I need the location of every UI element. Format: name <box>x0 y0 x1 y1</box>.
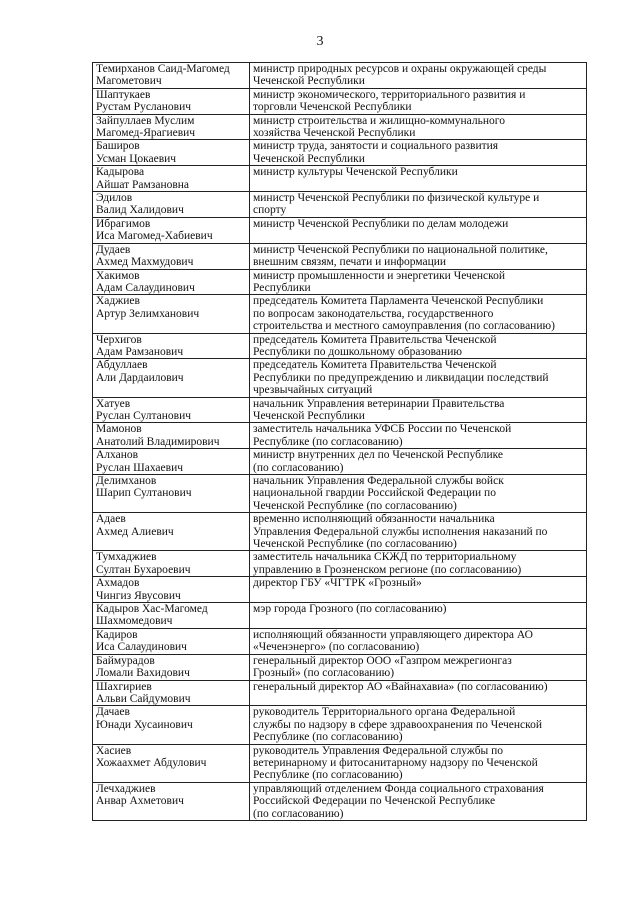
member-name-cell <box>93 166 250 192</box>
member-name-cell <box>93 114 250 140</box>
table-row <box>93 295 587 333</box>
member-position-line: Республике (по согласованию) <box>253 731 403 744</box>
member-name-line: Султан Бухароевич <box>96 563 191 576</box>
member-position-cell <box>250 217 587 243</box>
member-name-cell <box>93 551 250 577</box>
member-position-cell <box>250 513 587 551</box>
member-position-line: Чеченской Республики <box>253 75 365 88</box>
member-position-line: по вопросам законодательства, государственного <box>253 307 494 320</box>
member-position-cell <box>250 359 587 397</box>
member-position-line: министр строительства и жилищно-коммунального <box>253 114 505 127</box>
table-row <box>93 192 587 218</box>
member-position-cell <box>250 269 587 295</box>
member-name-line: Кадыров Хас-Магомед <box>96 603 208 616</box>
table-row <box>93 114 587 140</box>
member-position-line: министр культуры Чеченской Республики <box>253 166 458 179</box>
member-name-cell <box>93 295 250 333</box>
member-position-line: председатель Комитета Парламента Чеченской Республики <box>253 295 544 308</box>
member-name-line: Адам Салаудинович <box>96 281 195 294</box>
member-position-line: министр экономического, территориального развития и <box>253 88 526 101</box>
member-name-line: Ахмед Махмудович <box>96 256 194 269</box>
member-position-cell <box>250 577 587 603</box>
member-name-line: Альви Сайдумович <box>96 692 191 705</box>
member-name-line: Абдуллаев <box>96 359 148 372</box>
member-position-cell <box>250 397 587 423</box>
member-name-line: Черхигов <box>96 333 142 346</box>
table-row <box>93 333 587 359</box>
table-row <box>93 654 587 680</box>
member-name-line: Анатолий Владимирович <box>96 435 220 448</box>
table-row <box>93 423 587 449</box>
member-position-cell <box>250 628 587 654</box>
member-name-line: Хатуев <box>96 397 131 410</box>
member-position-line: начальник Управления ветеринарии Правительства <box>253 397 505 410</box>
table-row <box>93 217 587 243</box>
member-name-line: Баширов <box>96 140 140 153</box>
table-row <box>93 475 587 513</box>
member-name-line: Ахмадов <box>96 577 140 590</box>
member-position-cell <box>250 333 587 359</box>
member-position-cell <box>250 654 587 680</box>
member-position-line: «Чеченэнерго» (по согласованию) <box>253 641 420 654</box>
member-name-line: Кадырова <box>96 166 145 179</box>
table-row <box>93 359 587 397</box>
member-position-cell <box>250 192 587 218</box>
member-position-cell <box>250 88 587 114</box>
member-position-line: управлению в Грозненском регионе (по согласованию) <box>253 563 522 576</box>
member-position-line: национальной гвардии Российской Федерации по <box>253 487 496 500</box>
member-position-line: Грозный» (по согласованию) <box>253 667 395 680</box>
member-name-line: Шаптукаев <box>96 88 151 101</box>
member-name-cell <box>93 654 250 680</box>
member-name-line: Кадиров <box>96 628 138 641</box>
table-row <box>93 782 587 820</box>
member-name-line: Делимханов <box>96 475 157 487</box>
member-position-cell <box>250 166 587 192</box>
member-position-line: спорту <box>253 204 287 217</box>
member-name-line: Адам Рамзанович <box>96 345 184 358</box>
member-position-line: министр Чеченской Республики по делам молодежи <box>253 217 509 230</box>
member-position-line: внешним связям, печати и информации <box>253 256 447 269</box>
member-name-cell <box>93 217 250 243</box>
member-position-cell <box>250 782 587 820</box>
commission-members-table <box>92 62 587 821</box>
table-row <box>93 603 587 629</box>
member-name-line: Хасиев <box>96 744 132 757</box>
table-row <box>93 551 587 577</box>
member-position-line: руководитель Управления Федеральной службы по <box>253 744 504 757</box>
member-name-line: Тумхаджиев <box>96 551 157 564</box>
member-name-line: Темирханов Саид-Магомед <box>96 63 230 75</box>
member-name-line: Дудаев <box>96 243 131 256</box>
table-row <box>93 63 587 89</box>
member-name-line: Мамонов <box>96 423 142 436</box>
member-name-line: Иса Салаудинович <box>96 641 187 654</box>
member-name-line: Шарип Султанович <box>96 487 192 500</box>
table-row <box>93 269 587 295</box>
member-name-cell <box>93 513 250 551</box>
member-position-line: ветеринарному и фитосанитарному надзору по Чеченской <box>253 756 538 769</box>
member-name-cell <box>93 269 250 295</box>
member-position-cell <box>250 295 587 333</box>
table-body <box>93 63 587 821</box>
member-position-line: строительства и местного самоуправления (по согласованию) <box>253 320 555 333</box>
member-position-line: Чеченской Республики <box>253 152 365 165</box>
member-position-cell <box>250 551 587 577</box>
member-position-line: Республики по предупреждению и ликвидации последствий <box>253 371 549 384</box>
member-name-line: Валид Халидович <box>96 204 184 217</box>
member-name-line: Магометович <box>96 75 162 88</box>
table-row <box>93 706 587 744</box>
member-name-cell <box>93 359 250 397</box>
member-name-line: Зайпуллаев Муслим <box>96 114 195 127</box>
member-name-cell <box>93 680 250 706</box>
member-position-line: управляющий отделением Фонда социального страхования <box>253 782 544 795</box>
member-position-line: временно исполняющий обязанности начальника <box>253 513 495 526</box>
member-name-line: Усман Цокаевич <box>96 152 177 165</box>
member-position-line: службы по надзору в сфере здравоохранения по Чеченской <box>253 718 543 731</box>
member-name-line: Чингиз Явусович <box>96 589 181 602</box>
member-position-cell <box>250 475 587 513</box>
member-name-cell <box>93 706 250 744</box>
member-position-cell <box>250 243 587 269</box>
member-position-line: председатель Комитета Правительства Чеченской <box>253 359 497 372</box>
member-name-cell <box>93 603 250 629</box>
member-name-line: Айшат Рамзановна <box>96 178 190 191</box>
table-row <box>93 140 587 166</box>
member-name-cell <box>93 744 250 782</box>
member-position-cell <box>250 744 587 782</box>
member-position-line: министр внутренних дел по Чеченской Республике <box>253 449 504 462</box>
member-name-cell <box>93 243 250 269</box>
member-name-cell <box>93 449 250 475</box>
table-row <box>93 449 587 475</box>
member-name-line: Алханов <box>96 449 139 462</box>
member-position-line: Республике (по согласованию) <box>253 769 403 782</box>
page-number: 3 <box>316 34 324 49</box>
member-name-line: Баймурадов <box>96 654 155 667</box>
table-row <box>93 166 587 192</box>
table-row <box>93 577 587 603</box>
member-position-line: Чеченской Республике (по согласованию) <box>253 499 457 512</box>
member-position-cell <box>250 680 587 706</box>
member-position-line: заместитель начальника СКЖД по территориальному <box>253 551 517 564</box>
member-position-line: Чеченской Республики <box>253 409 365 422</box>
table-row <box>93 628 587 654</box>
member-name-line: Хакимов <box>96 269 140 282</box>
member-position-line: министр промышленности и энергетики Чеченской <box>253 269 506 282</box>
table-row <box>93 243 587 269</box>
member-position-line: Республики <box>253 281 311 294</box>
member-name-cell <box>93 782 250 820</box>
member-name-line: Ахмед Алиевич <box>96 525 174 538</box>
member-name-line: Ибрагимов <box>96 217 151 230</box>
member-position-cell <box>250 63 587 89</box>
member-name-cell <box>93 333 250 359</box>
member-position-line: исполняющий обязанности управляющего директора АО <box>253 628 533 641</box>
member-name-cell <box>93 577 250 603</box>
member-position-cell <box>250 423 587 449</box>
member-position-line: Республике (по согласованию) <box>253 435 403 448</box>
member-name-line: Руслан Шахаевич <box>96 461 184 474</box>
table-row <box>93 744 587 782</box>
member-name-line: Али Дардаилович <box>96 371 184 384</box>
table-row <box>93 513 587 551</box>
member-position-line: Республики по дошкольному образованию <box>253 345 462 358</box>
table-row <box>93 88 587 114</box>
member-position-line: генеральный директор АО «Вайнахавиа» (по согласованию) <box>253 680 548 693</box>
member-name-line: Адаев <box>96 513 126 526</box>
member-position-line: мэр города Грозного (по согласованию) <box>253 603 447 616</box>
member-position-cell <box>250 603 587 629</box>
member-position-line: министр природных ресурсов и охраны окружающей среды <box>253 63 547 75</box>
member-position-line: начальник Управления Федеральной службы войск <box>253 475 504 487</box>
member-name-cell <box>93 628 250 654</box>
member-name-line: Шахгириев <box>96 680 152 693</box>
member-name-line: Магомед-Ярагиевич <box>96 127 196 140</box>
member-name-line: Лечхаджиев <box>96 782 156 795</box>
member-position-cell <box>250 706 587 744</box>
member-name-cell <box>93 140 250 166</box>
member-position-line: торговли Чеченской Республики <box>253 101 412 114</box>
member-name-cell <box>93 475 250 513</box>
member-name-line: Иса Магомед-Хабиевич <box>96 230 213 243</box>
member-position-line: Чеченской Республике (по согласованию) <box>253 538 457 551</box>
member-name-line: Хожаахмет Абдулович <box>96 756 207 769</box>
member-name-cell <box>93 88 250 114</box>
member-name-line: Руслан Султанович <box>96 409 192 422</box>
member-position-line: хозяйства Чеченской Республики <box>253 127 416 140</box>
member-name-line: Артур Зелимханович <box>96 307 200 320</box>
member-position-line: председатель Комитета Правительства Чеченской <box>253 333 497 346</box>
table-row <box>93 680 587 706</box>
member-name-cell <box>93 397 250 423</box>
member-position-cell <box>250 140 587 166</box>
member-name-line: Дачаев <box>96 706 130 719</box>
member-position-line: министр труда, занятости и социального развития <box>253 140 499 153</box>
member-position-line: Российской Федерации по Чеченской Республике <box>253 795 496 808</box>
member-position-line: министр Чеченской Республики по физической культуре и <box>253 192 540 205</box>
member-position-line: чрезвычайных ситуаций <box>253 384 373 397</box>
member-name-cell <box>93 423 250 449</box>
table-row <box>93 397 587 423</box>
member-name-line: Рустам Русланович <box>96 101 192 114</box>
member-position-line: генеральный директор ООО «Газпром межрегионгаз <box>253 654 512 667</box>
member-name-line: Хаджиев <box>96 295 140 308</box>
member-position-line: (по согласованию) <box>253 461 344 474</box>
member-name-line: Эдилов <box>96 192 133 205</box>
member-position-cell <box>250 114 587 140</box>
member-name-line: Шахмомедович <box>96 615 173 628</box>
member-name-line: Ломали Вахидович <box>96 667 190 680</box>
member-name-line: Юнади Хусаинович <box>96 718 193 731</box>
member-position-line: Управления Федеральной службы исполнения наказаний по <box>253 525 548 538</box>
member-name-cell <box>93 63 250 89</box>
member-position-cell <box>250 449 587 475</box>
member-position-line: заместитель начальника УФСБ России по Чеченской <box>253 423 512 436</box>
member-position-line: (по согласованию) <box>253 807 344 820</box>
member-position-line: министр Чеченской Республики по национальной политике, <box>253 243 548 256</box>
member-position-line: руководитель Территориального органа Федеральной <box>253 706 516 719</box>
member-name-line: Анвар Ахметович <box>96 795 184 808</box>
member-position-line: директор ГБУ «ЧГТРК «Грозный» <box>253 577 422 590</box>
member-name-cell <box>93 192 250 218</box>
